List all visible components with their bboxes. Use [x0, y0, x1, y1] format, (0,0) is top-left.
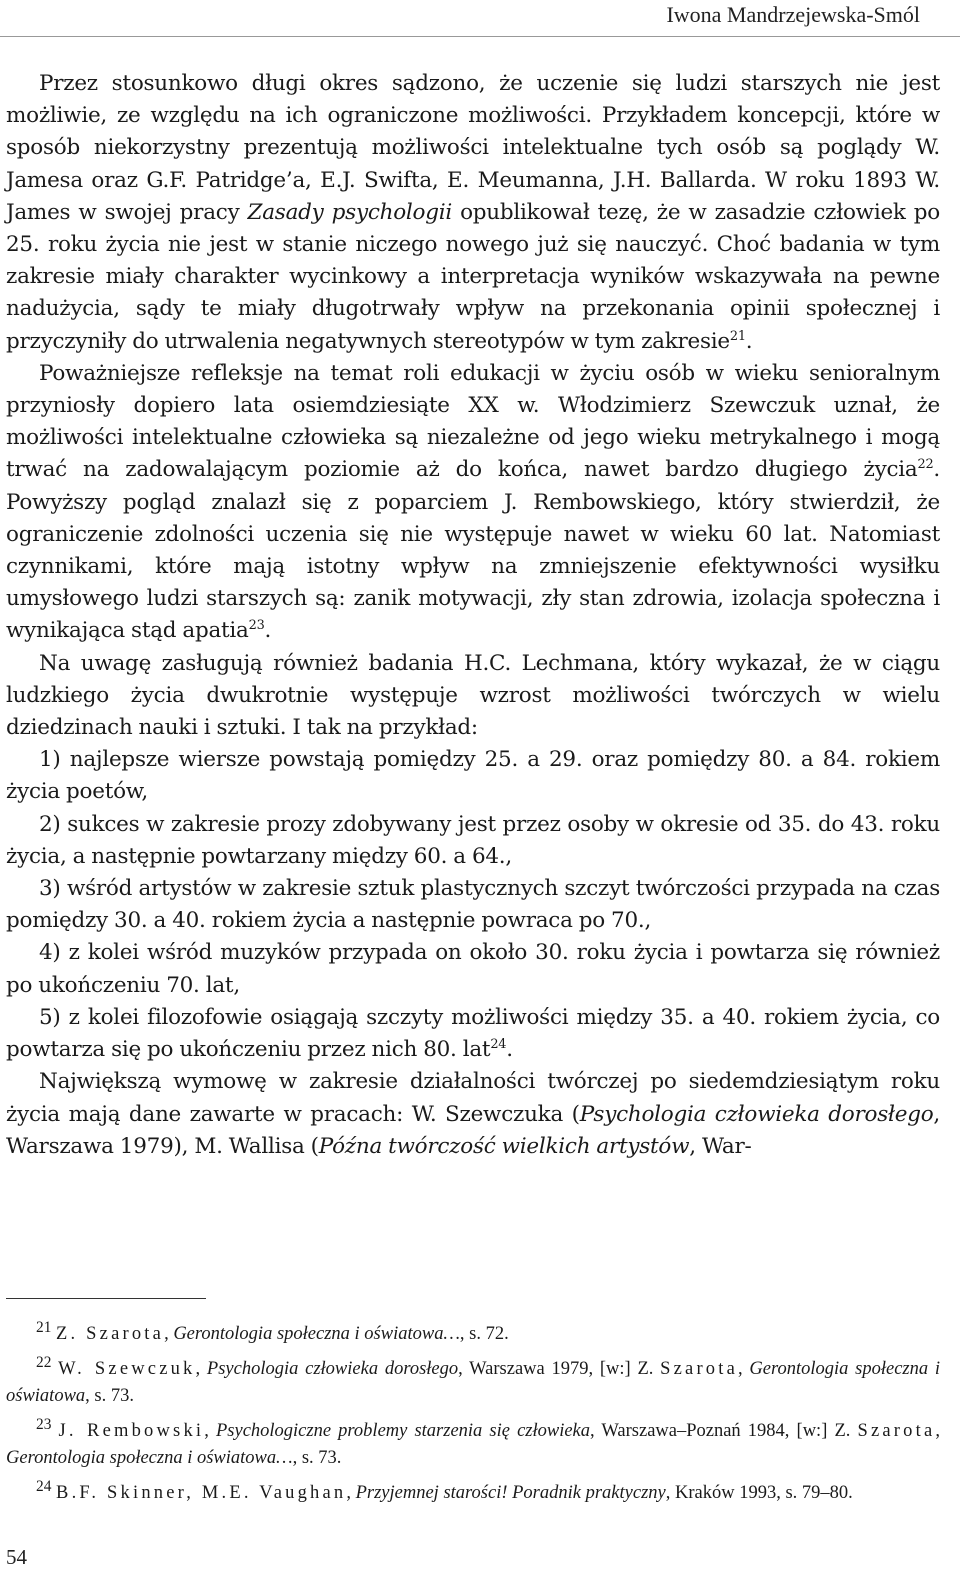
footnote-23: $^{23}$ J. Rembowski, Psychologiczne problemy starzenia się człowieka, Warszawa–Poznań 1984, [w:] Z. Szarota, Gerontologia społeczna i oświatowa…, s. 73. [6, 1415, 940, 1469]
footnote-24: $^{24}$ B.F. Skinner, M.E. Vaughan, Przyjemnej starości! Poradnik praktyczny, Kraków 1993, s. 79–80. [36, 1477, 853, 1504]
list-item-1: 1) najlepsze wiersze powstają pomiędzy 25. a 29. oraz pomiędzy 80. a 84. rokiem życia poetów, [6, 747, 940, 805]
text-span: . [264, 618, 272, 644]
list-item-4: 4) z kolei wśród muzyków przypada on około 30. roku życia i powtarza się również po ukończeniu 70. lat, [6, 940, 940, 998]
text-span: opublikował tezę, że w zasadzie człowiek po 25. roku życia nie jest w stanie niczego nowego już się nauczyć. Choć badania w tym zakresie miały charakter wycinkowy a interpretacja wyników wskazywała na pewne nadużycia, sądy te miały długotrwały wpływ na przekonania opinii społecznej i przyczyniły do utrwalenia negatywnych stereotypów w tym zakresie [6, 199, 940, 354]
footnote-21: $^{21}$ Z. Szarota, Gerontologia społeczna i oświatowa…, s. 72. [36, 1319, 509, 1345]
paragraph-3: Na uwagę zasługują również badania H.C. Lechmana, który wykazał, że w ciągu ludzkiego życia dwukrotnie występuje wzrost możliwości twórczych w wielu dziedzinach nauki i sztuki. I tak na przykład: [6, 650, 940, 741]
list-item-2: 2) sukces w zakresie prozy zdobywany jest przez osoby w okresie od 35. do 43. roku życia, a następnie powtarzany między 60. a 64., [6, 811, 940, 869]
list-item-5 [6, 1002, 940, 1066]
footnote-title: Gerontologia społeczna i oświatowa [6, 1358, 941, 1407]
book-title: Psychologia człowieka dorosłego [579, 1101, 934, 1127]
page-number: 54 [6, 1545, 27, 1569]
text-span: 5) z kolei filozofowie osiągają szczyty możliwości między 35. a 40. rokiem życia, co powtarza się po ukończeniu przez nich 80. lat [6, 1004, 940, 1063]
footnote-author: Z. Szarota [56, 1324, 165, 1345]
footnote-title: Gerontologia społeczna i oświatowa… [6, 1448, 293, 1469]
footnote-author: Szarota [660, 1358, 739, 1379]
footnote-author: B.F. Skinner, M.E. Vaughan [56, 1483, 347, 1504]
footnote-title: Przyjemnej starości! Poradnik praktyczny [355, 1483, 666, 1504]
text-span: Największą wymowę w zakresie działalności twórczej po siedemdziesiątym roku życia mają dane zawarte w pracach: W. Szewczuka ( [6, 1069, 940, 1127]
footnote-number: 23 [36, 1415, 52, 1433]
header-rule [0, 36, 960, 37]
body-text [6, 68, 940, 1163]
footnote-text: , Warszawa 1979, [w:] Z. [458, 1358, 661, 1379]
text-span: Poważniejsze refleksje na temat roli edukacji w życiu osób w wieku senioralnym przyniosły dopiero lata osiemdziesiąte XX w. Włodzimierz Szewczuk uznał, że możliwości intelektualne człowieka są niezależne od jego wieku metrykalnego i mogą trwać na zadowalającym poziomie aż do końca, nawet bardzo długiego życia [6, 360, 940, 483]
footnote-title: Psychologiczne problemy starzenia się człowieka [215, 1420, 591, 1441]
footnote-author: Szarota [857, 1420, 936, 1441]
paragraph-2 [6, 358, 940, 648]
footnote-ref-21[interactable]: 21 [729, 328, 746, 344]
text-span: , Warszawa 1979), M. Wallisa ( [6, 1101, 941, 1159]
footnote-title: Gerontologia społeczna i oświatowa… [173, 1324, 460, 1345]
footnote-author: J. Rembowski [58, 1420, 205, 1441]
running-head: Iwona Mandrzejewska-Smól [666, 2, 920, 27]
text-span: , War- [689, 1133, 752, 1159]
text-span: . [506, 1037, 513, 1063]
footnote-rule [6, 1298, 206, 1299]
text-span: Przez stosunkowo długi okres sądzono, że uczenie się ludzi starszych nie jest możliwie, ze względu na ich ograniczone możliwości. Przykładem koncepcji, które w sposób niekorzystny prezentują możliwości intelektualne tych osób są poglądy W. Jamesa oraz G.F. Patridge’a, E.J. Swifta, E. Meumanna, J.H. Ballarda. W roku 1893 W. James w swojej pracy [6, 71, 940, 225]
footnote-text: , s. 73. [292, 1448, 342, 1469]
footnote-text: , s. 72. [459, 1324, 509, 1345]
list-item-3: 3) wśród artystów w zakresie sztuk plastycznych szczyt twórczości przypada na czas pomiędzy 30. a 40. rokiem życia a następnie powraca po 70., [6, 876, 940, 934]
footnote-number: 21 [36, 1319, 52, 1336]
paragraph-4 [6, 1066, 940, 1163]
footnote-text: , Warszawa–Poznań 1984, [w:] Z. [590, 1420, 858, 1441]
footnote-22: $^{22}$ W. Szewczuk, Psychologia człowieka dorosłego, Warszawa 1979, [w:] Z. Szarota, Gerontologia społeczna i oświatowa, s. 73. [6, 1353, 941, 1407]
footnote-number: 24 [36, 1477, 52, 1495]
footnote-text: , Kraków 1993, s. 79–80. [665, 1483, 853, 1504]
footnote-ref-22[interactable]: 22 [917, 457, 934, 473]
footnotes [6, 1314, 940, 1508]
book-title: Późna twórczość wielkich artystów [318, 1133, 690, 1159]
footnote-title: Psychologia człowieka dorosłego [206, 1358, 459, 1379]
text-span: . [745, 328, 753, 354]
footnote-text: , s. 73. [85, 1386, 134, 1407]
paragraph-1 [6, 68, 940, 358]
footnote-number: 22 [36, 1353, 52, 1371]
footnote-ref-23[interactable]: 23 [248, 618, 265, 634]
text-span: . Powyższy pogląd znalazł się z poparciem J. Rembowskiego, który stwierdził, że ograniczenie zdolności uczenia się nie występuje nawet w wieku 60 lat. Natomiast czynnikami, które mają istotny wpływ na zmniejszenie efektywności wysiłku umysłowego ludzi starszych są: zanik motywacji, zły stan zdrowia, izolacja społeczna i wynikająca stąd apatia [6, 457, 940, 644]
footnote-ref-24[interactable]: 24 [490, 1036, 507, 1052]
footnote-author: W. Szewczuk [58, 1358, 196, 1379]
book-title: Zasady psychologii [247, 199, 453, 225]
